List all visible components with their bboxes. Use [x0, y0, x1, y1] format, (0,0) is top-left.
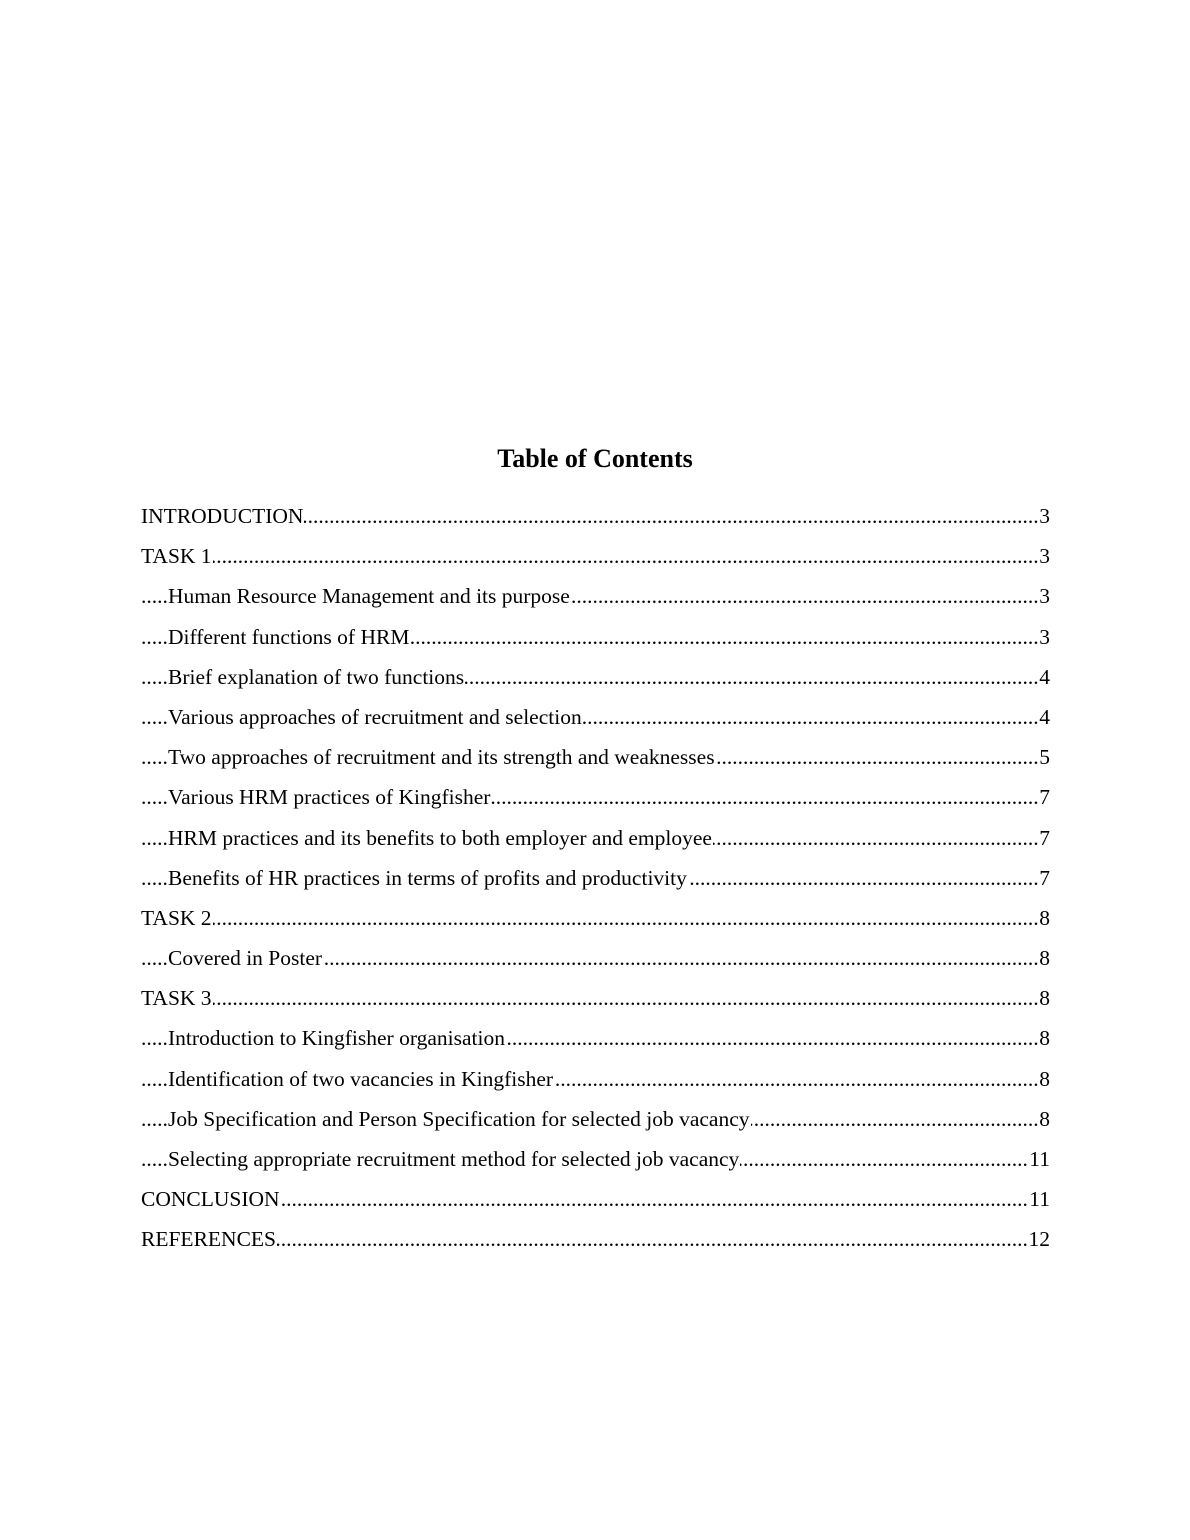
toc-entry-label: Job Specification and Person Specification for selected job vacancy	[168, 1106, 750, 1131]
toc-entry-label: TASK 3	[141, 986, 212, 1011]
toc-entry-page: 8	[1038, 902, 1050, 934]
toc-entry-recruitment-method[interactable]	[141, 1143, 1050, 1183]
toc-entry-page: 8	[1038, 1022, 1050, 1054]
toc-entry-poster[interactable]	[141, 942, 1050, 982]
toc-entry-profits-productivity[interactable]	[141, 862, 1050, 902]
toc-entry-kingfisher-intro[interactable]	[141, 1022, 1050, 1062]
dot-leader	[141, 540, 1050, 572]
toc-entry-page: 3	[1038, 580, 1050, 612]
toc-entry-label: Various approaches of recruitment and selection	[168, 704, 582, 729]
toc-entry-page: 7	[1038, 822, 1050, 854]
toc-entry-label: Identification of two vacancies in Kingfisher	[168, 1066, 554, 1091]
toc-title: Table of Contents	[497, 444, 693, 473]
toc-entry-page: 8	[1038, 1063, 1050, 1095]
toc-entry-label: HRM practices and its benefits to both employer and employee	[168, 825, 712, 850]
dot-leader	[141, 902, 1050, 934]
toc-entry-page: 3	[1038, 540, 1050, 572]
toc-entry-two-vacancies[interactable]	[141, 1063, 1050, 1103]
toc-entry-page: 8	[1038, 1103, 1050, 1135]
toc-entry-page: 12	[1028, 1223, 1051, 1255]
toc-entry-page: 7	[1038, 862, 1050, 894]
toc-entry-page: 3	[1038, 621, 1050, 653]
toc-entry-job-specification[interactable]	[141, 1103, 1050, 1143]
toc-entry-recruitment-approaches[interactable]	[141, 701, 1050, 741]
toc-entry-label: Different functions of HRM	[168, 624, 410, 649]
toc-entry-label: Human Resource Management and its purpose	[168, 584, 570, 609]
toc-entry-label: INTRODUCTION	[141, 504, 304, 528]
toc-entry-label: Brief explanation of two functions	[168, 664, 465, 689]
toc-entry-page: 11	[1028, 1183, 1050, 1215]
toc-entry-page: 3	[1038, 500, 1050, 532]
toc-entry-label: Selecting appropriate recruitment method for selected job vacancy	[168, 1147, 740, 1171]
toc-entry-page: 4	[1038, 701, 1050, 733]
toc-entry-label: Benefits of HR practices in terms of profits and productivity	[168, 865, 687, 890]
toc-entry-label: TASK 1	[141, 544, 212, 569]
toc-entry-page: 11	[1028, 1143, 1050, 1175]
toc-entry-label: REFERENCES	[141, 1227, 276, 1252]
toc-entry-label: Covered in Poster	[168, 946, 323, 971]
toc-entry-references[interactable]	[141, 1223, 1050, 1263]
toc-entry-hrm-purpose[interactable]	[141, 580, 1050, 620]
toc-entry-label: Various HRM practices of Kingfisher	[168, 785, 491, 810]
toc-entry-label: TASK 2	[141, 905, 212, 930]
toc-entry-page: 4	[1038, 661, 1050, 693]
toc-entry-practices-benefits[interactable]	[141, 822, 1050, 862]
toc-entry-page: 7	[1038, 781, 1050, 813]
toc-entry-label: CONCLUSION	[141, 1187, 280, 1212]
dot-leader	[141, 982, 1050, 1014]
toc-entry-page: 8	[1038, 982, 1050, 1014]
toc-entry-two-functions[interactable]	[141, 661, 1050, 701]
toc-entry-conclusion[interactable]	[141, 1183, 1050, 1223]
toc-entry-task-3[interactable]	[141, 982, 1050, 1022]
toc-entry-hrm-practices[interactable]	[141, 781, 1050, 821]
toc-list	[141, 500, 1050, 1264]
toc-entry-label: Introduction to Kingfisher organisation	[168, 1026, 505, 1051]
toc-entry-label: Two approaches of recruitment and its strength and weaknesses	[168, 745, 715, 770]
toc-entry-task-2[interactable]	[141, 902, 1050, 942]
toc-entry-page: 8	[1038, 942, 1050, 974]
toc-entry-page: 5	[1038, 741, 1050, 773]
toc-entry-task-1[interactable]	[141, 540, 1050, 580]
toc-entry-hrm-functions[interactable]	[141, 621, 1050, 661]
dot-leader	[141, 1223, 1050, 1255]
toc-entry-introduction[interactable]	[141, 500, 1050, 540]
toc-entry-strengths-weaknesses[interactable]	[141, 741, 1050, 781]
